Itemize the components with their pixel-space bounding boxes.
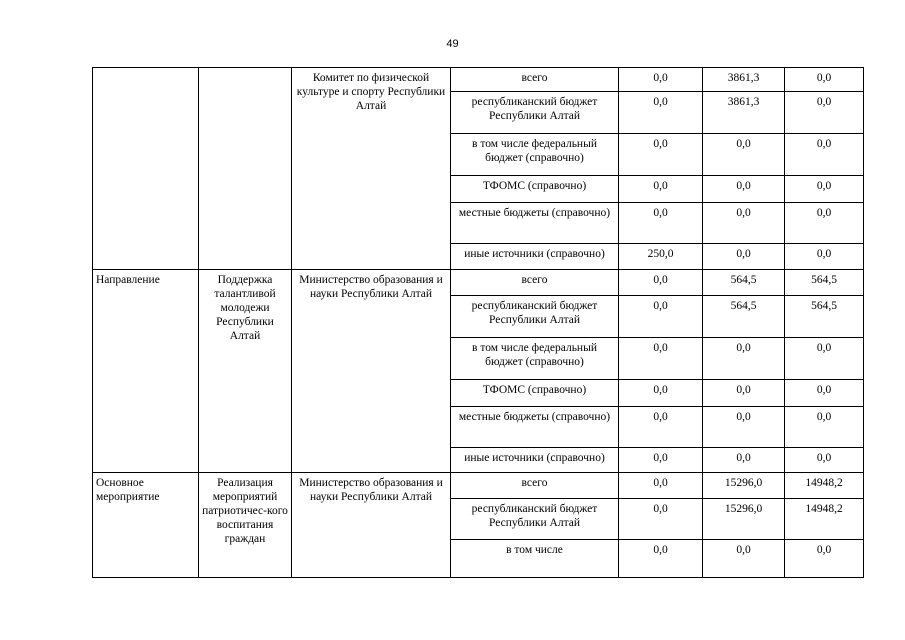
source-label-cell: республиканский бюджет Республики Алтай <box>451 499 619 540</box>
value-cell: 564,5 <box>785 296 864 338</box>
row-type-cell: Направление <box>93 270 199 473</box>
source-label-cell: ТФОМС (справочно) <box>451 176 619 203</box>
value-cell: 0,0 <box>619 203 703 244</box>
value-cell: 0,0 <box>703 338 785 380</box>
value-cell: 0,0 <box>703 203 785 244</box>
value-cell: 0,0 <box>785 92 864 134</box>
value-cell: 0,0 <box>619 68 703 92</box>
value-cell: 564,5 <box>703 296 785 338</box>
source-label-cell: иные источники (справочно) <box>451 448 619 473</box>
value-cell: 0,0 <box>703 407 785 448</box>
value-cell: 564,5 <box>785 270 864 296</box>
value-cell: 14948,2 <box>785 473 864 499</box>
value-cell: 15296,0 <box>703 499 785 540</box>
source-label-cell: республиканский бюджет Республики Алтай <box>451 296 619 338</box>
value-cell: 250,0 <box>619 244 703 270</box>
row-type-cell <box>93 68 199 270</box>
source-label-cell: в том числе федеральный бюджет (справочно) <box>451 134 619 176</box>
value-cell: 15296,0 <box>703 473 785 499</box>
value-cell: 0,0 <box>619 92 703 134</box>
row-name-cell <box>199 68 292 270</box>
value-cell: 3861,3 <box>703 92 785 134</box>
value-cell: 564,5 <box>703 270 785 296</box>
table-row <box>93 68 864 92</box>
executor-cell: Министерство образования и науки Республики Алтай <box>292 270 451 473</box>
row-name-cell: Поддержка талантливой молодежи Республики Алтай <box>199 270 292 473</box>
value-cell: 0,0 <box>619 338 703 380</box>
value-cell: 0,0 <box>785 68 864 92</box>
value-cell: 0,0 <box>619 407 703 448</box>
value-cell: 0,0 <box>619 176 703 203</box>
value-cell: 0,0 <box>619 270 703 296</box>
value-cell: 0,0 <box>785 203 864 244</box>
value-cell: 14948,2 <box>785 499 864 540</box>
value-cell: 0,0 <box>619 448 703 473</box>
row-name-cell: Реализация мероприятий патриотичес-кого воспитания граждан <box>199 473 292 578</box>
source-label-cell: всего <box>451 473 619 499</box>
source-label-cell: местные бюджеты (справочно) <box>451 407 619 448</box>
value-cell: 0,0 <box>703 134 785 176</box>
source-label-cell: в том числе <box>451 540 619 578</box>
row-type-cell: Основное мероприятие <box>93 473 199 578</box>
source-label-cell: ТФОМС (справочно) <box>451 380 619 407</box>
source-label-cell: иные источники (справочно) <box>451 244 619 270</box>
value-cell: 0,0 <box>619 473 703 499</box>
source-label-cell: республиканский бюджет Республики Алтай <box>451 92 619 134</box>
source-label-cell: всего <box>451 68 619 92</box>
value-cell: 0,0 <box>703 380 785 407</box>
value-cell: 0,0 <box>785 244 864 270</box>
value-cell: 0,0 <box>619 296 703 338</box>
value-cell: 0,0 <box>703 448 785 473</box>
value-cell: 0,0 <box>785 448 864 473</box>
executor-cell: Министерство образования и науки Республики Алтай <box>292 473 451 578</box>
value-cell: 3861,3 <box>703 68 785 92</box>
source-label-cell: всего <box>451 270 619 296</box>
source-label-cell: местные бюджеты (справочно) <box>451 203 619 244</box>
value-cell: 0,0 <box>703 176 785 203</box>
table-row <box>93 473 864 499</box>
value-cell: 0,0 <box>785 407 864 448</box>
value-cell: 0,0 <box>785 338 864 380</box>
value-cell: 0,0 <box>619 499 703 540</box>
value-cell: 0,0 <box>619 134 703 176</box>
value-cell: 0,0 <box>785 176 864 203</box>
value-cell: 0,0 <box>703 540 785 578</box>
value-cell: 0,0 <box>703 244 785 270</box>
budget-table <box>92 67 864 578</box>
executor-cell: Комитет по физической культуре и спорту Республики Алтай <box>292 68 451 270</box>
value-cell: 0,0 <box>785 380 864 407</box>
page-number: 49 <box>446 38 459 50</box>
table-row <box>93 270 864 296</box>
value-cell: 0,0 <box>619 380 703 407</box>
value-cell: 0,0 <box>785 540 864 578</box>
value-cell: 0,0 <box>785 134 864 176</box>
source-label-cell: в том числе федеральный бюджет (справочно) <box>451 338 619 380</box>
value-cell: 0,0 <box>619 540 703 578</box>
